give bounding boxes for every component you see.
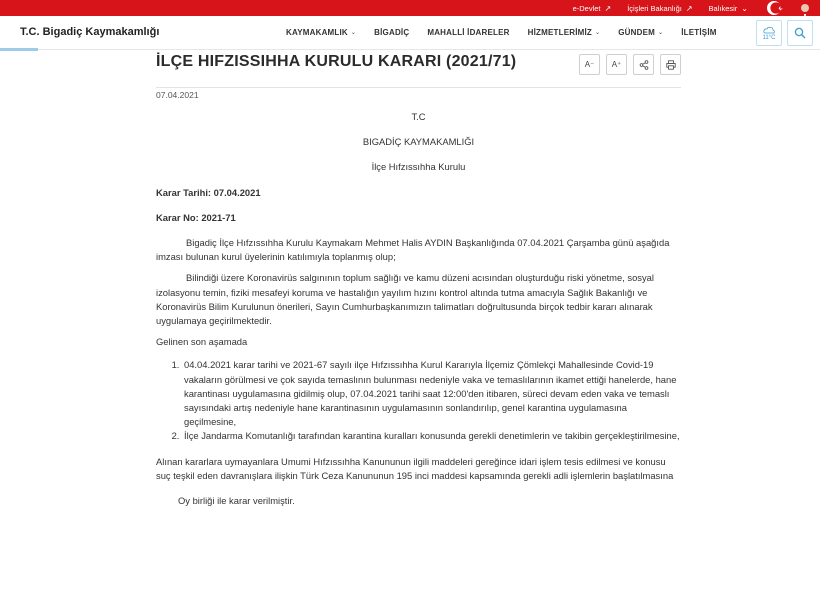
edevlet-label: e-Devlet [572,3,601,13]
nav-mahalli-idareler[interactable] [427,28,509,37]
karar-tarihi: Karar Tarihi: 07.04.2021 [156,186,261,198]
search-icon [794,27,806,39]
article-body [156,110,681,508]
print-icon [666,60,676,70]
decision-list [182,358,681,443]
balikesir-dropdown[interactable] [709,4,748,13]
weather-widget[interactable] [756,20,782,46]
doc-heading-kaymakamlik: BIGADİÇ KAYMAKAMLIĞI [362,136,475,148]
main-nav [286,28,717,37]
nav-gundem[interactable] [618,28,663,37]
paragraph-1: Bigadiç İlçe Hıfzıssıhha Kurulu Kaymakam Mehmet Halis AYDIN Başkanlığında 07.04.2021 Çarşamba günü aşağıda imzası bulunan kurul üyelerinin katılımıyla toplanmış olup; [156,237,670,263]
icisleri-link[interactable] [627,4,692,13]
icisleri-label: İçişleri Bakanlığı [627,3,682,13]
page-title: İLÇE HIFZISSIHHA KURULU KARARI (2021/71) [156,53,517,70]
nav-label: KAYMAKAMLIK [286,28,348,37]
paragraph-5: Oy birliği ile karar verilmiştir. [178,495,295,507]
weather-temp: 11°C [762,34,776,41]
top-bar [0,0,820,16]
paragraph-2: Bilindiği üzere Koronavirüs salgınının toplum sağlığı ve kamu düzeni acısından oluşturduğu riski yönetme, sosyal izolasyonu temin, fiziki mesafeyi koruma ve hastalığın yayılım hızını kontrol altında tutma amacıyla Sağlık Bakanlığı ve Koronavirüs Bilim Kurulunun önerileri, Sayın Cumhurbaşkanımızın talimatları doğrultusunda birçok tedbir kararı alınarak uygulamaya geçirilmektedir. [156,272,654,327]
external-link-icon: ↗ [604,3,612,13]
article-tools [579,54,681,75]
site-brand[interactable]: T.C. Bigadiç Kaymakamlığı [20,26,160,38]
nav-label: MAHALLİ İDARELER [427,28,510,37]
paragraph-3: Gelinen son aşamada [156,336,248,348]
share-button[interactable] [633,54,654,75]
doc-heading-tc: T.C [411,111,426,122]
article-header [156,50,681,88]
paragraph-4: Alınan kararlara uymayanlara Umumi Hıfzıssıhha Kanununun ilgili maddeleri gereğince idari işlem tesis edilmesi ve konusu suç teşkil eden davranışlara ilişkin Türk Ceza Kanununun 195 inci maddesi kapsamında gerekli adli işlemlerin başlatılmasına [156,455,674,481]
chevron-down-icon: ⌄ [350,30,357,36]
balikesir-label: Balıkesir [708,3,738,13]
nav-kaymakamlik[interactable] [286,28,356,37]
external-link-icon: ↗ [685,3,693,13]
header-accent [0,48,38,51]
top-links [573,0,748,16]
list-item: 2. İlçe Jandarma Komutanlığı tarafından karantina kuralları konusunda gerekli denetimlerin ve takibin gerçekleştirilmesine, [182,429,681,443]
list-item: 1. 04.04.2021 karar tarihi ve 2021-67 sayılı ilçe Hıfzıssıhha Kurul Kararıyla İlçemiz Çömlekçi Mahallesinde Covid-19 vakaların görülmesi ve çok sayıda temaslının bulunması nedeniyle vaka ve temaslılarının ikamet ettiği hanelerde, hane karantinası uygulamasına gidilmiş olup, 07.04.2021 tarihi saat 12:00'den itibaren, süreci devam eden vaka ve temaslı sayısındaki artış nedeniyle hane karantinasının uygulamasının sonlandırılıp, genel karantina uygulamasına geçilmesine, [182,358,681,429]
chevron-down-icon: ⌄ [741,3,748,13]
edevlet-link[interactable] [573,4,612,13]
nav-iletisim[interactable] [681,28,716,37]
title-row [156,50,681,88]
karar-no: Karar No: 2021-71 [156,211,236,223]
nav-hizmetlerimiz[interactable] [528,28,601,37]
site-header [0,16,820,50]
increase-font-button[interactable] [606,54,627,75]
nav-label: GÜNDEM [618,28,656,37]
print-button[interactable] [660,54,681,75]
chevron-down-icon: ⌄ [595,30,601,36]
decrease-font-button[interactable] [579,54,600,75]
nav-label: İLETİŞİM [681,28,717,37]
publish-date: 07.04.2021 [156,90,199,100]
share-icon [639,60,649,70]
nav-label: BİGADİÇ [374,28,410,37]
doc-heading-kurul: İlçe Hıfzıssıhha Kurulu [371,161,466,173]
font-decrease-label: A⁻ [584,60,595,69]
cloud-icon [763,26,775,34]
nav-bigadic[interactable] [374,28,409,37]
search-button[interactable] [787,20,813,46]
chevron-down-icon: ⌄ [658,30,664,36]
nav-label: HİZMETLERİMİZ [527,28,593,37]
font-increase-label: A⁺ [611,60,622,69]
